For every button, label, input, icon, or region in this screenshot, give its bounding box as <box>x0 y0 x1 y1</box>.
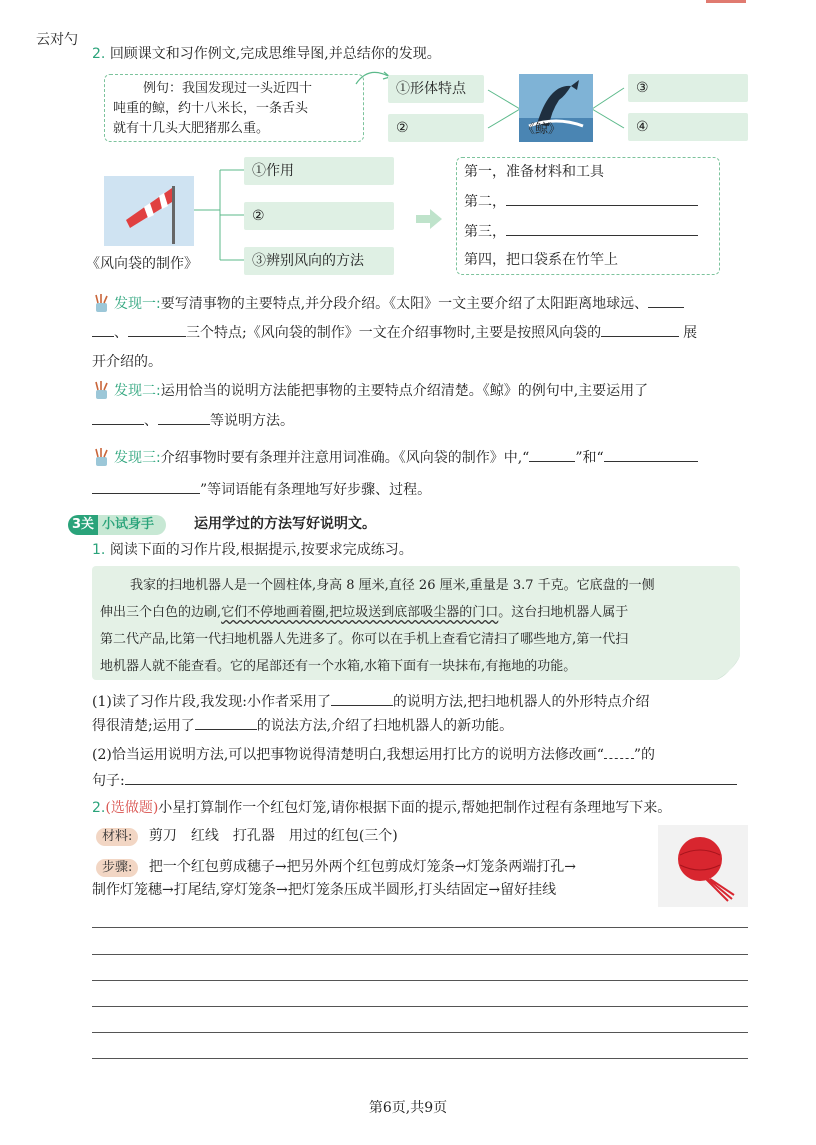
answer-line[interactable] <box>92 1006 748 1007</box>
example-line: 就有十几头大肥猪那么重。 <box>113 121 270 136</box>
whale-caption: 《鲸》 <box>522 122 562 137</box>
blank[interactable] <box>92 410 144 425</box>
section3-title: 运用学过的方法写好说明文。 <box>194 516 376 532</box>
answer-line[interactable] <box>125 770 737 785</box>
step-2: 第二， <box>464 191 698 212</box>
answer-line[interactable] <box>92 1058 748 1059</box>
blank[interactable] <box>604 447 698 462</box>
steps-line-2: 制作灯笼穗→打尾结,穿灯笼条→把灯笼条压成半圆形,打头结固定→留好挂线 <box>92 882 557 898</box>
blank[interactable] <box>648 293 684 308</box>
passage-line: 地机器人就不能查看。它的尾部还有一个水箱,水箱下面有一块抹布,有拖地的功能。 <box>100 659 577 674</box>
materials-label: 材料: <box>96 828 138 846</box>
section3-q1: 1. 阅读下面的习作片段,根据提示,按要求完成练习。 <box>92 542 413 558</box>
wavy-underlined-sentence: 它们不停地画着圈,把垃圾送到底部吸尘器的门口 <box>221 605 499 620</box>
pencil-cup-icon <box>92 447 112 467</box>
answer-line[interactable] <box>92 954 748 955</box>
windsock-image <box>104 176 194 246</box>
whale-feature-box-2[interactable]: ② <box>388 114 484 142</box>
step-3-blank[interactable] <box>506 221 698 236</box>
step-3: 第三， <box>464 221 698 242</box>
step-4: 第四，把口袋系在竹竿上 <box>464 252 618 268</box>
page-number: 第6页,共9页 <box>368 1100 448 1116</box>
answer-line[interactable] <box>92 980 748 981</box>
blank[interactable] <box>128 322 186 337</box>
top-accent-bar <box>706 0 746 3</box>
brand-header: 云对勺 <box>36 32 78 48</box>
section3-badge: 3关 小试身手 <box>68 513 166 535</box>
finding-3: 发现三:介绍事物时要有条理并注意用词准确。《风向袋的制作》中,“ ”和“ ”等词语能有条理地写好步骤、过程。 <box>92 442 752 506</box>
windsock-connector-lines <box>194 158 246 270</box>
blank[interactable] <box>601 322 679 337</box>
whale-feature-box-1: ①形体特点 <box>388 75 484 103</box>
blank[interactable] <box>158 410 210 425</box>
sub-question-1: (1)读了习作片段,我发现:小作者采用了 的说明方法,把扫地机器人的外形特点介绍 得很清楚;运用了 的说法方法,介绍了扫地机器人的新功能。 <box>92 690 752 738</box>
passage-line: 我家的扫地机器人是一个圆柱体,身高 8 厘米,直径 26 厘米,重量是 3.7 千克。它底盘的一侧 <box>130 578 655 593</box>
finding-1: 发现一:要写清事物的主要特点,并分段介绍。《太阳》一文主要介绍了太阳距离地球远、 、 三个特点;《风向袋的制作》一文在介绍事物时,主要是按照风向袋的 展 开介绍的。 <box>92 290 752 377</box>
q2-title: 2. 回顾课文和习作例文,完成思维导图,并总结你的发现。 <box>92 46 441 62</box>
finding-2: 发现二:运用恰当的说明方法能把事物的主要特点介绍清楚。《鲸》的例句中,主要运用了 、 等说明方法。 <box>92 376 752 436</box>
windsock-box-1: ①作用 <box>244 157 394 185</box>
pencil-cup-icon <box>92 293 112 313</box>
example-line: 吨重的鲸，约十八米长，一条舌头 <box>113 101 309 116</box>
example-sentence-box <box>104 74 364 142</box>
steps: 步骤: 把一个红包剪成穗子→把另外两个红包剪成灯笼条→灯笼条两端打孔→ <box>96 854 656 880</box>
passage-line: 第二代产品,比第一代扫地机器人先进多了。你可以在手机上查看它清扫了哪些地方,第一代扫 <box>100 632 629 647</box>
answer-line[interactable] <box>92 927 748 928</box>
passage-text <box>100 572 734 680</box>
windsock-box-2[interactable]: ② <box>244 202 394 230</box>
whale-feature-box-3[interactable]: ③ <box>628 74 748 102</box>
materials: 材料: 剪刀 红线 打孔器 用过的红包(三个) <box>96 826 398 846</box>
sub-question-2: (2)恰当运用说明方法,可以把事物说得清楚明白,我想运用打比方的说明方法修改画“ ”的 句子: <box>92 742 752 794</box>
steps-label: 步骤: <box>96 859 138 877</box>
blank[interactable] <box>331 691 393 706</box>
blank[interactable] <box>529 447 575 462</box>
blank[interactable] <box>92 479 200 494</box>
answer-line[interactable] <box>92 1032 748 1033</box>
windsock-box-3: ③辨别风向的方法 <box>244 247 394 275</box>
step-2-blank[interactable] <box>506 191 698 206</box>
pencil-cup-icon <box>92 380 112 400</box>
section3-q2: 2.(选做题)小星打算制作一个红包灯笼,请你根据下面的提示,帮她把制作过程有条理地写下来。 <box>92 800 672 816</box>
passage-line: 伸出三个白色的边刷,它们不停地画着圈,把垃圾送到底部吸尘器的门口。这台扫地机器人属于 <box>100 605 629 620</box>
lantern-image <box>658 825 748 907</box>
whale-feature-box-4[interactable]: ④ <box>628 113 748 141</box>
right-arrow-icon <box>414 208 444 230</box>
wavy-mark <box>604 746 634 759</box>
step-1: 第一，准备材料和工具 <box>464 164 604 180</box>
blank[interactable] <box>195 715 257 730</box>
example-line: 例句：我国发现过一头近四十 <box>143 81 313 96</box>
blank[interactable] <box>92 322 114 337</box>
windsock-caption: 《风向袋的制作》 <box>86 256 198 272</box>
